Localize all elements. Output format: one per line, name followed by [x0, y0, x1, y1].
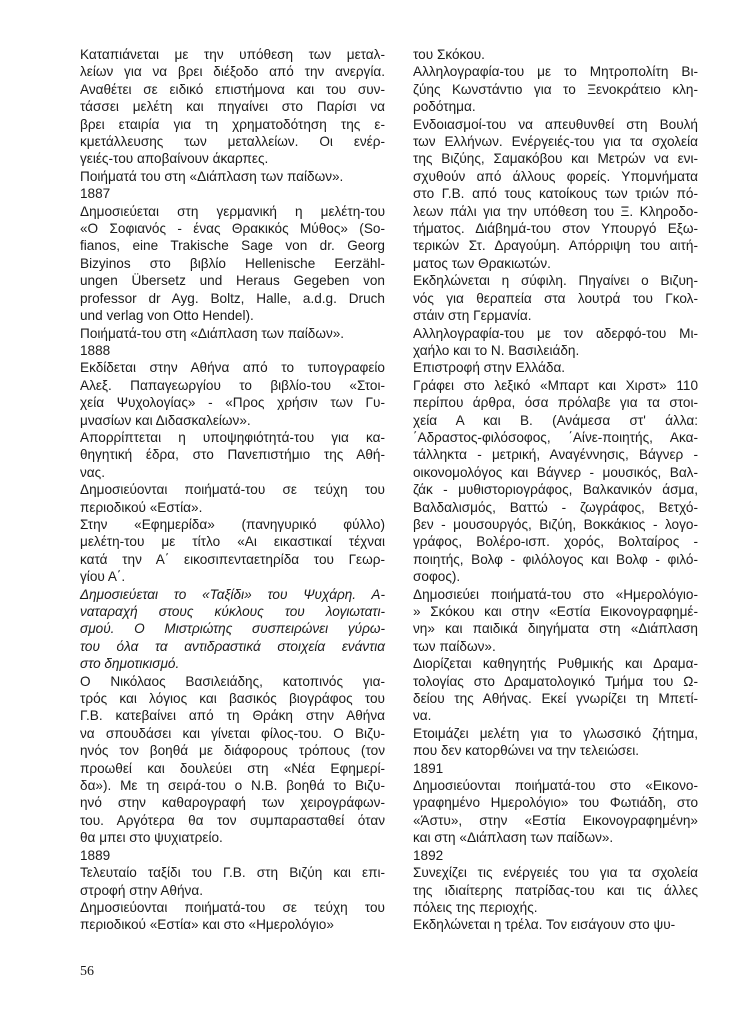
text-line: των παίδων». — [413, 638, 496, 654]
text-line: ματος των Θρακιωτών. — [413, 255, 551, 271]
paragraph — [413, 272, 698, 324]
text-line: Αλληλογραφία-του με το Μητροπολίτη Βι- — [413, 64, 698, 80]
text-line: τήματος. Διάβημά-του στον Υπουργό Εξω- — [413, 221, 698, 237]
text-line: «Ο Σοφιανός - ένας Θρακικός Μύθος» (So- — [80, 221, 385, 237]
text-line: Δημοσιεύονται ποιήματά-του σε τεύχη του — [80, 482, 385, 498]
text-line: » Σκόκου και στην «Εστία Εικονογραφημέ- — [413, 604, 698, 619]
paragraph — [80, 168, 385, 185]
paragraph — [413, 586, 698, 656]
text-line: Ποιήματά του στη «Διάπλαση των παίδων». — [80, 168, 344, 184]
text-line: Εκδηλώνεται η τρέλα. Τον εισάγουν στο ψυ- — [413, 917, 676, 933]
text-line: τολογίας στο Δραματολογικό Τμήμα του Ω- — [413, 673, 698, 689]
paragraph — [80, 46, 385, 168]
text-line: κμετάλλευσης των μεταλλείων. Οι ενέρ- — [80, 134, 385, 150]
text-line: περίπου άρθρα, όσα πρόλαβε για τα στοι- — [413, 395, 698, 411]
text-line: σοφος). — [413, 569, 461, 585]
text-line: βεν - μουσουργός, Βιζύη, Βοκκάκιος - λογο- — [413, 516, 698, 532]
text-line: Αλεξ. Παπαγεωργίου το βιβλίο-του «Στοι- — [80, 377, 385, 393]
text-line: τάλληκτα - μετρική, Αναγέννησις, Βάγνερ - — [413, 447, 698, 463]
text-line: Διορίζεται καθηγητής Ρυθμικής και Δραμα- — [413, 656, 698, 672]
paragraph — [80, 359, 385, 429]
paragraph — [80, 185, 385, 202]
paragraph — [413, 63, 698, 115]
text-line: οικονομολόγος και Βάγνερ - μουσικός, Βαλ- — [413, 464, 698, 480]
text-line: βρει εταιρία για τη χρηματοδότηση της ε- — [80, 116, 385, 132]
text-line: ναταραχή στους κύκλους του λογιωτατι- — [80, 604, 385, 619]
text-line: χεία Α και Β. (Ανάμεσα στ' άλλα: — [413, 412, 698, 428]
text-line: του όλα τα αντιδραστικά στοιχεία ενάντια — [80, 638, 385, 654]
text-line: τρός και λόγιος και βασικός βιογράφος του — [80, 691, 385, 707]
text-line: μελέτη-του με τίτλο «Αι εικαστικαί τέχναι — [80, 534, 385, 550]
text-line: δείου της Αθήνας. Εκεί γνωρίζει τη Μπετί- — [413, 691, 698, 707]
text-line: Ετοιμάζει μελέτη για το γλωσσικό ζήτημα, — [413, 725, 698, 741]
text-line: Δημοσιεύονται ποιήματά-του στο «Εικονο- — [413, 778, 698, 794]
paragraph — [413, 777, 698, 847]
paragraph — [80, 516, 385, 586]
text-line: fianos, eine Trakische Sage von dr. Georg — [80, 238, 385, 254]
paragraph — [413, 655, 698, 725]
text-line: Αναθέτει σε ειδικό επιστήμονα και του συν- — [80, 81, 385, 97]
text-line: προωθεί και δουλεύει στη «Νέα Εφημερί- — [80, 760, 385, 776]
text-line: και στη «Διάπλαση των παίδων». — [413, 830, 614, 846]
text-line: Bizyinos στο βιβλίο Hellenische Eerzähl- — [80, 255, 385, 271]
paragraph — [80, 864, 385, 899]
text-line: Ο Νικόλαος Βασιλειάδης, κατοπινός για- — [80, 673, 385, 689]
text-line: Στην «Εφημερίδα» (πανηγυρικό φύλλο) — [80, 516, 385, 532]
text-line: γειές-του αποβαίνουν άκαρπες. — [80, 151, 269, 167]
text-line: τερικών Στ. Δραγούμη. Απόρριψη του αιτή- — [413, 238, 698, 254]
text-line: Αλληλογραφία-του με τον αδερφό-του Μι- — [413, 325, 698, 341]
text-line: und verlag von Otto Hendel). — [80, 308, 254, 324]
text-line: σμού. Ο Μιστριώτης συσπειρώνει γύρω- — [80, 621, 385, 637]
text-line: Εκδίδεται στην Αθήνα από το τυπογραφείο — [80, 360, 385, 376]
text-line: Βαλδαλισμός, Βαττώ - ζωγράφος, Βετχό- — [413, 499, 698, 515]
text-line: Ποιήματά-του στη «Διάπλαση των παίδων». — [80, 325, 345, 341]
text-line: Δημοσιεύει ποιήματά-του στο «Ημερολόγιο- — [413, 586, 698, 602]
text-line: λεων πάλι για την υπόθεση του Ξ. Κληροδο- — [413, 203, 698, 219]
text-line: στο δημοτικισμό. — [80, 656, 180, 672]
paragraph — [80, 847, 385, 864]
text-line: ungen Übersetz und Heraus Gegeben von — [80, 273, 385, 289]
paragraph — [80, 673, 385, 847]
text-line: του Σκόκου. — [413, 47, 485, 62]
paragraph — [80, 203, 385, 325]
text-line: να σπουδάσει και γίνεται φίλος-του. Ο Βιζυ- — [80, 725, 385, 741]
text-line: Δημοσιεύεται στη γερμανική η μελέτη-του — [80, 203, 385, 219]
text-line: Δημοσιεύεται το «Ταξίδι» του Ψυχάρη. Α- — [80, 586, 385, 602]
text-line: Γράφει στο λεξικό «Μπαρτ και Χιρστ» 110 — [413, 377, 698, 393]
text-line: ΄Αδραστος-φιλόσοφος, ΄Αίνε-ποιητής, Ακα- — [413, 429, 698, 445]
text-line: σχυθούν από άλλους φορείς. Υπομνήματα — [413, 168, 698, 184]
page-number: 56 — [80, 964, 94, 979]
text-line: «Άστυ», στην «Εστία Εικονογραφημένη» — [413, 812, 698, 828]
text-line: τάσσει μελέτη και πηγαίνει στο Παρίσι να — [80, 99, 385, 115]
paragraph — [413, 46, 698, 63]
text-line: 1891 — [413, 760, 444, 776]
text-line: που δεν κατορθώνει να την τελειώσει. — [413, 743, 640, 759]
paragraph — [413, 847, 698, 864]
text-line: να. — [413, 708, 432, 724]
text-line: γίου Α΄. — [80, 569, 126, 585]
right-column — [413, 46, 698, 934]
text-line: νας. — [80, 464, 105, 480]
text-line: 1889 — [80, 847, 111, 863]
paragraph — [80, 586, 385, 673]
text-line: 1892 — [413, 847, 444, 863]
text-line: πόλεις της περιοχής. — [413, 899, 538, 915]
text-line: των Ελλήνων. Ενέργειές-του για τα σχολεία — [413, 134, 698, 150]
text-line: θα μπει στο ψυχιατρείο. — [80, 830, 223, 846]
text-line: περιοδικού «Εστία» και στο «Ημερολόγιο» — [80, 917, 334, 933]
text-line: Συνεχίζει τις ενέργειές του για τα σχολεία — [413, 865, 698, 881]
text-line: Γ.Β. κατεβαίνει από τη Θράκη στην Αθήνα — [80, 708, 385, 724]
text-line: Τελευταίο ταξίδι του Γ.Β. στη Βιζύη και επι- — [80, 865, 385, 881]
left-column — [80, 46, 385, 934]
text-line: νός για θεραπεία στα λουτρά του Γκολ- — [413, 290, 698, 306]
text-line: Απορρίπτεται η υποψηφιότητά-του για κα- — [80, 429, 385, 445]
paragraph — [80, 342, 385, 359]
text-line: ηνός τον βοηθά με διάφορους τρόπους (τον — [80, 743, 385, 759]
paragraph — [413, 760, 698, 777]
text-line: Ενδοιασμοί-του να απευθυνθεί στη Βουλή — [413, 116, 698, 132]
paragraph — [413, 916, 698, 933]
text-line: 1887 — [80, 186, 111, 202]
text-line: ζάκ - μυθιστοριογράφος, Βαλκανικόν άσμα, — [413, 482, 698, 498]
text-line: Καταπιάνεται με την υπόθεση των μεταλ- — [80, 47, 385, 62]
paragraph — [413, 116, 698, 273]
text-line: στάιν στη Γερμανία. — [413, 308, 532, 324]
paragraph — [413, 325, 698, 360]
text-line: περιοδικού «Εστία». — [80, 499, 203, 515]
text-line: στο Γ.Β. από τους κατοίκους των τριών πό- — [413, 186, 698, 202]
text-line: ποιητής, Βολφ - φιλόλογος και Βολφ - φιλό- — [413, 551, 698, 567]
text-line: λείων για να βρει διέξοδο από την ανεργία. — [80, 64, 385, 80]
text-line: γραφημένο Ημερολόγιο» του Φωτιάδη, στο — [413, 795, 698, 811]
text-line: χεία Ψυχολογίας» - «Προς χρήσιν των Γυ- — [80, 395, 385, 411]
text-line: του. Αργότερα θα τον συμπαρασταθεί όταν — [80, 812, 385, 828]
paragraph — [80, 325, 385, 342]
paragraph — [80, 481, 385, 516]
paragraph — [413, 725, 698, 760]
paragraph — [80, 429, 385, 481]
text-line: κατά την Α΄ εικοσιπενταετηρίδα του Γεωρ- — [80, 551, 385, 567]
text-line: professor dr Ayg. Boltz, Halle, a.d.g. Druch — [80, 290, 385, 306]
text-line: γράφος, Βολέρο-ισπ. χορός, Βολταίρος - — [413, 534, 698, 550]
paragraph — [413, 377, 698, 586]
paragraph — [413, 864, 698, 916]
text-line: θηγητική έδρα, στο Πανεπιστήμιο της Αθή- — [80, 447, 385, 463]
paragraph — [413, 359, 698, 376]
text-line: Επιστροφή στην Ελλάδα. — [413, 360, 566, 376]
text-line: Δημοσιεύονται ποιήματά-του σε τεύχη του — [80, 899, 385, 915]
text-line: της Βιζύης, Σαμακόβου και Μετρών να ενι- — [413, 151, 698, 167]
text-line: ροδότημα. — [413, 99, 476, 115]
text-line: στροφή στην Αθήνα. — [80, 882, 203, 898]
text-line: νη» και παιδικά διηγήματα στη «Διάπλαση — [413, 621, 698, 637]
text-line: δα»). Με τη σειρά-του ο Ν.Β. βοηθά το Βιζυ- — [80, 778, 385, 794]
text-line: Εκδηλώνεται η σύφιλη. Πηγαίνει ο Βιζυη- — [413, 273, 698, 289]
text-line: ζύης Κωνστάντιο για το Ξενοκράτειο κλη- — [413, 81, 698, 97]
text-line: χαήλο και το Ν. Βασιλειάδη. — [413, 342, 580, 358]
paragraph — [80, 899, 385, 934]
text-line: ηνό στην καθαρογραφή των χειρογράφων- — [80, 795, 385, 811]
text-line: μνασίων και Διδασκαλείων». — [80, 412, 251, 428]
text-line: 1888 — [80, 342, 111, 358]
text-line: της ιδιαίτερης πατρίδας-του και τις άλλες — [413, 882, 698, 898]
